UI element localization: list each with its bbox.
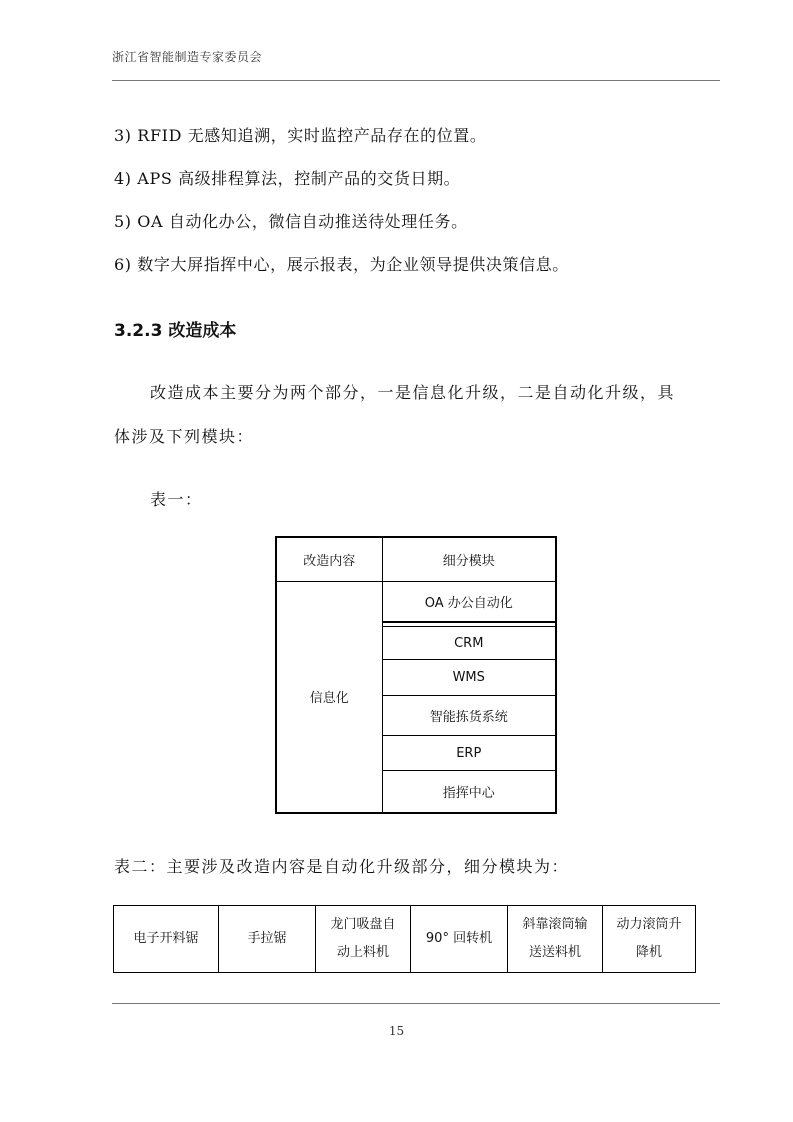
header-divider [112,80,720,81]
footer-divider [112,1003,720,1004]
page-number: 15 [388,1024,405,1038]
table-header-cell: 细分模块 [382,537,556,581]
table-cell: WMS [382,660,556,696]
table-cell: 龙门吸盘自 动上料机 [316,906,411,973]
table-cell: 指挥中心 [382,771,556,813]
table-cell: 动力滚筒升 降机 [603,906,696,973]
table-cell: 90° 回转机 [411,906,508,973]
table-group-cell: 信息化 [276,581,382,813]
table2-caption: 表二：主要涉及改造内容是自动化升级部分，细分模块为： [114,857,570,876]
table-cell: 智能拣货系统 [382,696,556,736]
list-item-5: 5) OA 自动化办公，微信自动推送待处理任务。 [114,212,468,231]
document-header: 浙江省智能制造专家委员会 [112,50,263,64]
modules-table [275,536,557,814]
table1-caption: 表一： [150,490,203,509]
table-cell: 手拉锯 [219,906,316,973]
paragraph-line-2: 体涉及下列模块： [114,427,255,446]
list-item-3: 3) RFID 无感知追溯，实时监控产品存在的位置。 [114,126,487,145]
table-cell: 斜靠滚筒输 送送料机 [508,906,603,973]
table-header-cell: 改造内容 [276,537,382,581]
list-item-6: 6) 数字大屏指挥中心，展示报表，为企业领导提供决策信息。 [114,255,569,274]
list-item-4: 4) APS 高级排程算法，控制产品的交货日期。 [114,169,461,188]
section-heading: 3.2.3 改造成本 [114,321,237,341]
table-cell: OA 办公自动化 [382,581,556,622]
table-cell: ERP [382,736,556,771]
table-cell: 电子开料锯 [114,906,219,973]
table-cell: CRM [382,627,556,660]
paragraph-line-1: 改造成本主要分为两个部分，一是信息化升级，二是自动化升级，具 [150,383,676,402]
automation-modules-table [113,905,696,973]
